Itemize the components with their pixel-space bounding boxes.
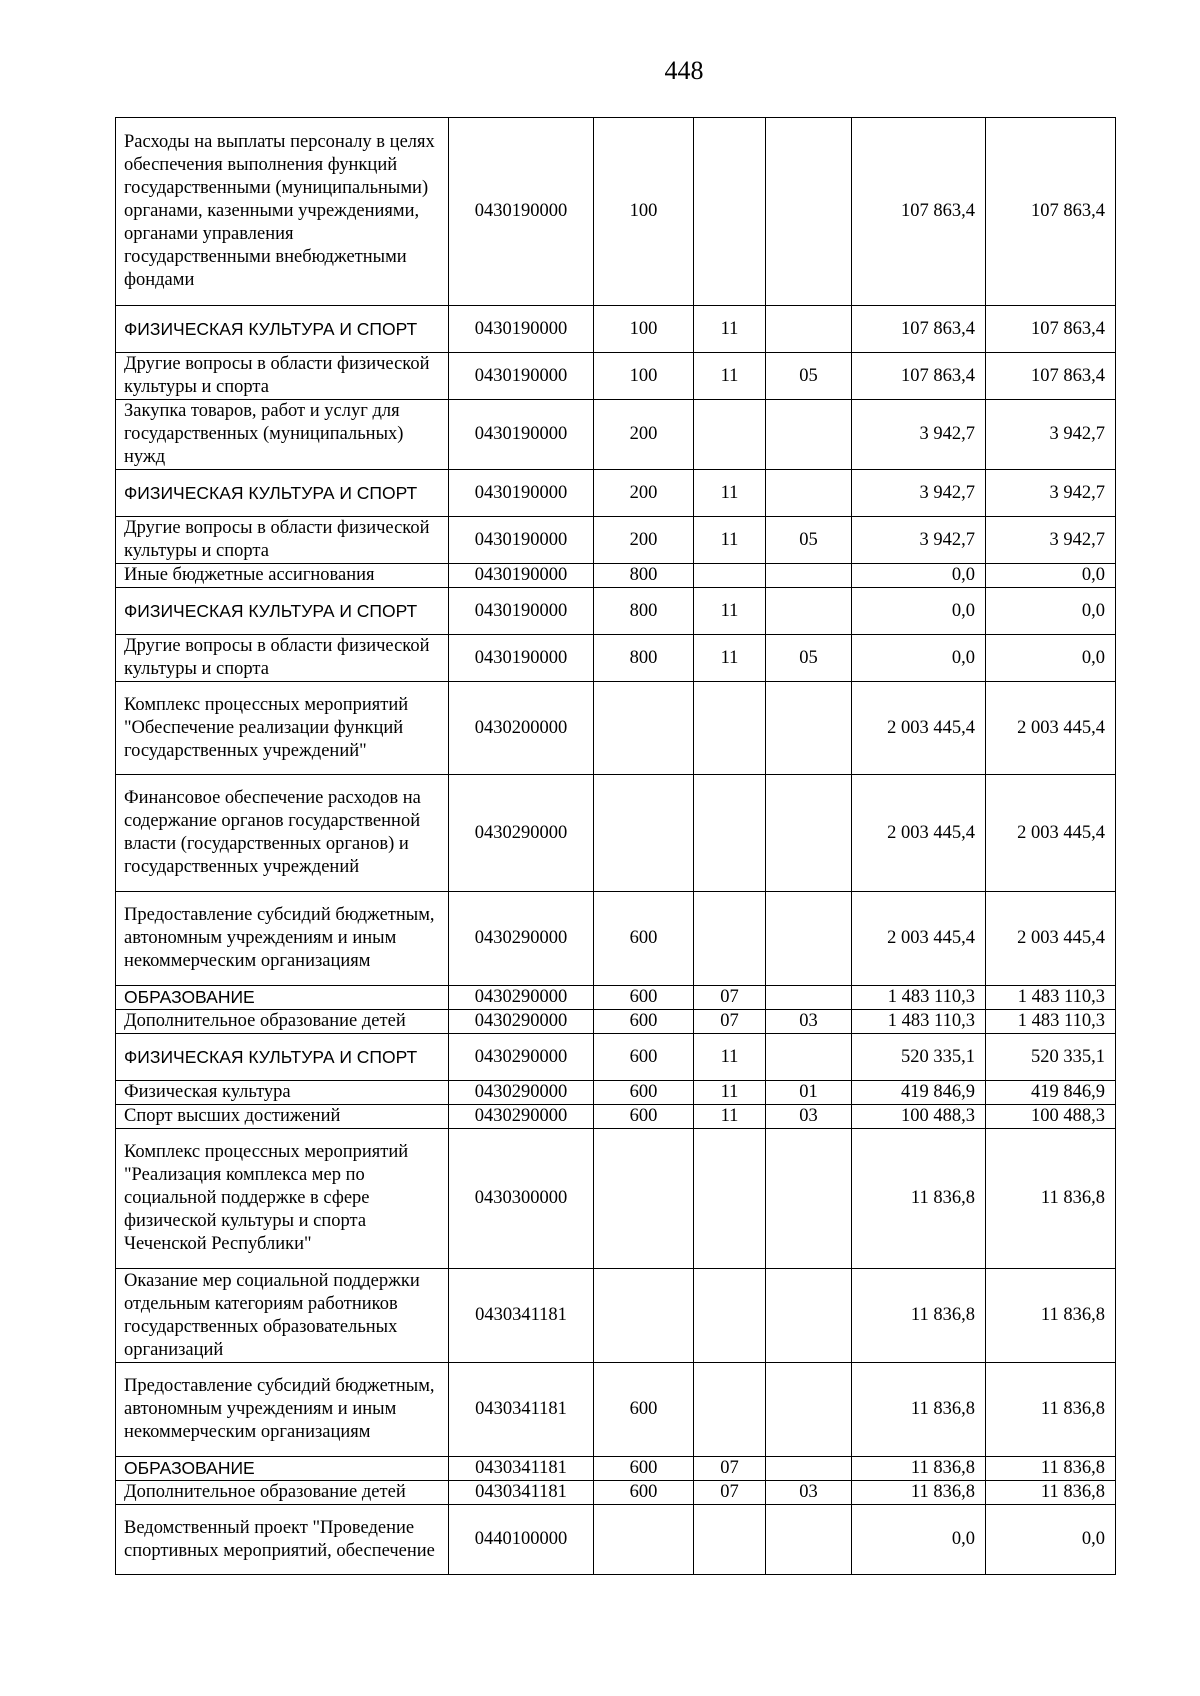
row-expense-type xyxy=(594,1269,694,1363)
row-expense-type: 600 xyxy=(594,1034,694,1081)
row-sum-second-year: 11 836,8 xyxy=(986,1481,1116,1505)
row-name: ФИЗИЧЕСКАЯ КУЛЬТУРА И СПОРТ xyxy=(116,470,449,517)
row-sum-second-year: 0,0 xyxy=(986,588,1116,635)
row-subsection xyxy=(766,892,852,986)
table-row xyxy=(116,1505,1116,1575)
row-expense-type: 600 xyxy=(594,1363,694,1457)
row-sum-second-year: 0,0 xyxy=(986,564,1116,588)
row-name: Спорт высших достижений xyxy=(116,1105,449,1129)
table-row xyxy=(116,588,1116,635)
row-section xyxy=(694,1129,766,1269)
row-sum-second-year: 2 003 445,4 xyxy=(986,682,1116,775)
table-row xyxy=(116,1081,1116,1105)
row-name: ФИЗИЧЕСКАЯ КУЛЬТУРА И СПОРТ xyxy=(116,588,449,635)
row-section xyxy=(694,682,766,775)
budget-table xyxy=(115,117,1116,1575)
row-code: 0430290000 xyxy=(449,892,594,986)
table-row xyxy=(116,1010,1116,1034)
row-sum-second-year: 520 335,1 xyxy=(986,1034,1116,1081)
row-code: 0430190000 xyxy=(449,353,594,400)
row-sum-second-year: 2 003 445,4 xyxy=(986,892,1116,986)
row-sum-second-year: 0,0 xyxy=(986,635,1116,682)
row-sum-second-year: 3 942,7 xyxy=(986,517,1116,564)
row-expense-type: 600 xyxy=(594,1105,694,1129)
row-sum-second-year: 107 863,4 xyxy=(986,353,1116,400)
row-sum-second-year: 1 483 110,3 xyxy=(986,1010,1116,1034)
row-code: 0430190000 xyxy=(449,564,594,588)
row-section xyxy=(694,400,766,470)
row-sum-first-year: 1 483 110,3 xyxy=(852,1010,986,1034)
row-code: 0430290000 xyxy=(449,775,594,892)
page-number: 448 xyxy=(664,56,704,85)
row-section: 11 xyxy=(694,517,766,564)
row-section xyxy=(694,892,766,986)
row-expense-type: 200 xyxy=(594,517,694,564)
row-code: 0430190000 xyxy=(449,306,594,353)
row-expense-type xyxy=(594,775,694,892)
row-sum-first-year: 1 483 110,3 xyxy=(852,986,986,1010)
row-expense-type: 600 xyxy=(594,1481,694,1505)
row-sum-second-year: 3 942,7 xyxy=(986,470,1116,517)
row-sum-first-year: 419 846,9 xyxy=(852,1081,986,1105)
row-sum-first-year: 11 836,8 xyxy=(852,1363,986,1457)
row-sum-second-year: 107 863,4 xyxy=(986,306,1116,353)
row-subsection: 01 xyxy=(766,1081,852,1105)
row-sum-first-year: 0,0 xyxy=(852,1505,986,1575)
row-sum-first-year: 107 863,4 xyxy=(852,118,986,306)
row-subsection: 03 xyxy=(766,1010,852,1034)
table-row xyxy=(116,892,1116,986)
row-name: Комплекс процессных мероприятий "Обеспечение реализации функций государственных учреждений" xyxy=(116,682,449,775)
row-section: 11 xyxy=(694,1034,766,1081)
row-name: Физическая культура xyxy=(116,1081,449,1105)
row-subsection: 03 xyxy=(766,1105,852,1129)
row-subsection xyxy=(766,118,852,306)
row-expense-type: 800 xyxy=(594,564,694,588)
row-code: 0430341181 xyxy=(449,1457,594,1481)
table-row xyxy=(116,306,1116,353)
row-sum-first-year: 11 836,8 xyxy=(852,1457,986,1481)
row-sum-second-year: 11 836,8 xyxy=(986,1129,1116,1269)
table-row xyxy=(116,986,1116,1010)
row-name: Иные бюджетные ассигнования xyxy=(116,564,449,588)
row-expense-type: 600 xyxy=(594,892,694,986)
row-expense-type: 600 xyxy=(594,1081,694,1105)
table-row xyxy=(116,1129,1116,1269)
table-row xyxy=(116,682,1116,775)
row-name: Закупка товаров, работ и услуг для государственных (муниципальных) нужд xyxy=(116,400,449,470)
table-row xyxy=(116,1105,1116,1129)
row-subsection xyxy=(766,470,852,517)
row-name: Финансовое обеспечение расходов на содержание органов государственной власти (государственных органов) и государственных учреждений xyxy=(116,775,449,892)
row-code: 0430190000 xyxy=(449,588,594,635)
row-section: 11 xyxy=(694,470,766,517)
row-section: 07 xyxy=(694,986,766,1010)
row-sum-second-year: 11 836,8 xyxy=(986,1363,1116,1457)
row-subsection xyxy=(766,588,852,635)
row-name: Другие вопросы в области физической культуры и спорта xyxy=(116,635,449,682)
row-code: 0430190000 xyxy=(449,517,594,564)
row-name: Расходы на выплаты персоналу в целях обеспечения выполнения функций государственными (муниципальными) органами, казенными учреждениями, органами управления государственными внебюджетными фондами xyxy=(116,118,449,306)
row-code: 0440100000 xyxy=(449,1505,594,1575)
table-row xyxy=(116,353,1116,400)
row-code: 0430290000 xyxy=(449,986,594,1010)
row-section: 11 xyxy=(694,306,766,353)
row-sum-second-year: 11 836,8 xyxy=(986,1457,1116,1481)
row-subsection xyxy=(766,1363,852,1457)
row-sum-first-year: 2 003 445,4 xyxy=(852,892,986,986)
row-expense-type: 800 xyxy=(594,635,694,682)
row-section: 11 xyxy=(694,1081,766,1105)
row-code: 0430341181 xyxy=(449,1481,594,1505)
row-subsection: 05 xyxy=(766,353,852,400)
row-sum-first-year: 2 003 445,4 xyxy=(852,775,986,892)
row-expense-type: 100 xyxy=(594,118,694,306)
row-subsection xyxy=(766,1269,852,1363)
row-name: ОБРАЗОВАНИЕ xyxy=(116,986,449,1010)
row-subsection xyxy=(766,1457,852,1481)
row-name: Ведомственный проект "Проведение спортивных мероприятий, обеспечение xyxy=(116,1505,449,1575)
row-name: Предоставление субсидий бюджетным, автономным учреждениям и иным некоммерческим организациям xyxy=(116,1363,449,1457)
row-code: 0430290000 xyxy=(449,1010,594,1034)
table-row xyxy=(116,1457,1116,1481)
row-section xyxy=(694,775,766,892)
row-subsection xyxy=(766,564,852,588)
row-section: 11 xyxy=(694,1105,766,1129)
row-sum-first-year: 100 488,3 xyxy=(852,1105,986,1129)
row-sum-first-year: 2 003 445,4 xyxy=(852,682,986,775)
row-sum-first-year: 3 942,7 xyxy=(852,517,986,564)
row-expense-type: 100 xyxy=(594,353,694,400)
row-sum-first-year: 11 836,8 xyxy=(852,1129,986,1269)
row-name: Комплекс процессных мероприятий "Реализация комплекса мер по социальной поддержке в сфере физической культуры и спорта Чеченской Республики" xyxy=(116,1129,449,1269)
row-name: Предоставление субсидий бюджетным, автономным учреждениям и иным некоммерческим организациям xyxy=(116,892,449,986)
row-expense-type: 100 xyxy=(594,306,694,353)
row-sum-first-year: 107 863,4 xyxy=(852,306,986,353)
row-name: ОБРАЗОВАНИЕ xyxy=(116,1457,449,1481)
row-subsection xyxy=(766,986,852,1010)
row-name: Дополнительное образование детей xyxy=(116,1010,449,1034)
row-code: 0430290000 xyxy=(449,1081,594,1105)
table-row xyxy=(116,1363,1116,1457)
row-expense-type: 200 xyxy=(594,470,694,517)
table-row xyxy=(116,118,1116,306)
row-sum-first-year: 3 942,7 xyxy=(852,400,986,470)
row-section: 07 xyxy=(694,1481,766,1505)
row-subsection xyxy=(766,1505,852,1575)
row-sum-first-year: 3 942,7 xyxy=(852,470,986,517)
table-row xyxy=(116,1034,1116,1081)
row-subsection xyxy=(766,775,852,892)
row-sum-first-year: 11 836,8 xyxy=(852,1481,986,1505)
row-subsection: 03 xyxy=(766,1481,852,1505)
row-code: 0430190000 xyxy=(449,470,594,517)
row-sum-first-year: 0,0 xyxy=(852,588,986,635)
row-expense-type: 800 xyxy=(594,588,694,635)
row-section: 11 xyxy=(694,635,766,682)
table-row xyxy=(116,1481,1116,1505)
row-expense-type xyxy=(594,1129,694,1269)
row-code: 0430200000 xyxy=(449,682,594,775)
row-sum-second-year: 419 846,9 xyxy=(986,1081,1116,1105)
row-name: Другие вопросы в области физической культуры и спорта xyxy=(116,353,449,400)
row-code: 0430300000 xyxy=(449,1129,594,1269)
row-code: 0430190000 xyxy=(449,635,594,682)
row-code: 0430290000 xyxy=(449,1034,594,1081)
row-sum-first-year: 107 863,4 xyxy=(852,353,986,400)
row-sum-second-year: 2 003 445,4 xyxy=(986,775,1116,892)
row-sum-second-year: 107 863,4 xyxy=(986,118,1116,306)
table-row xyxy=(116,635,1116,682)
row-section xyxy=(694,1269,766,1363)
row-code: 0430341181 xyxy=(449,1363,594,1457)
row-sum-second-year: 0,0 xyxy=(986,1505,1116,1575)
row-code: 0430190000 xyxy=(449,118,594,306)
row-subsection: 05 xyxy=(766,635,852,682)
row-section: 07 xyxy=(694,1010,766,1034)
row-section xyxy=(694,1363,766,1457)
row-expense-type: 600 xyxy=(594,1457,694,1481)
row-sum-first-year: 11 836,8 xyxy=(852,1269,986,1363)
row-name: Другие вопросы в области физической культуры и спорта xyxy=(116,517,449,564)
row-section: 07 xyxy=(694,1457,766,1481)
row-sum-second-year: 100 488,3 xyxy=(986,1105,1116,1129)
row-expense-type xyxy=(594,1505,694,1575)
row-section xyxy=(694,564,766,588)
row-subsection xyxy=(766,306,852,353)
row-subsection xyxy=(766,682,852,775)
row-subsection xyxy=(766,1129,852,1269)
table-row xyxy=(116,400,1116,470)
row-expense-type: 600 xyxy=(594,1010,694,1034)
row-expense-type xyxy=(594,682,694,775)
row-section xyxy=(694,118,766,306)
table-row xyxy=(116,564,1116,588)
row-code: 0430190000 xyxy=(449,400,594,470)
table-row xyxy=(116,1269,1116,1363)
row-expense-type: 600 xyxy=(594,986,694,1010)
row-sum-first-year: 0,0 xyxy=(852,635,986,682)
row-section: 11 xyxy=(694,588,766,635)
row-code: 0430341181 xyxy=(449,1269,594,1363)
row-expense-type: 200 xyxy=(594,400,694,470)
row-section xyxy=(694,1505,766,1575)
row-subsection xyxy=(766,400,852,470)
row-name: ФИЗИЧЕСКАЯ КУЛЬТУРА И СПОРТ xyxy=(116,306,449,353)
row-code: 0430290000 xyxy=(449,1105,594,1129)
row-subsection xyxy=(766,1034,852,1081)
row-section: 11 xyxy=(694,353,766,400)
row-subsection: 05 xyxy=(766,517,852,564)
table-row xyxy=(116,775,1116,892)
table-row xyxy=(116,517,1116,564)
table-row xyxy=(116,470,1116,517)
row-sum-second-year: 3 942,7 xyxy=(986,400,1116,470)
row-sum-second-year: 11 836,8 xyxy=(986,1269,1116,1363)
row-name: Дополнительное образование детей xyxy=(116,1481,449,1505)
row-sum-first-year: 520 335,1 xyxy=(852,1034,986,1081)
row-sum-first-year: 0,0 xyxy=(852,564,986,588)
row-name: Оказание мер социальной поддержки отдельным категориям работников государственных образовательных организаций xyxy=(116,1269,449,1363)
row-name: ФИЗИЧЕСКАЯ КУЛЬТУРА И СПОРТ xyxy=(116,1034,449,1081)
row-sum-second-year: 1 483 110,3 xyxy=(986,986,1116,1010)
